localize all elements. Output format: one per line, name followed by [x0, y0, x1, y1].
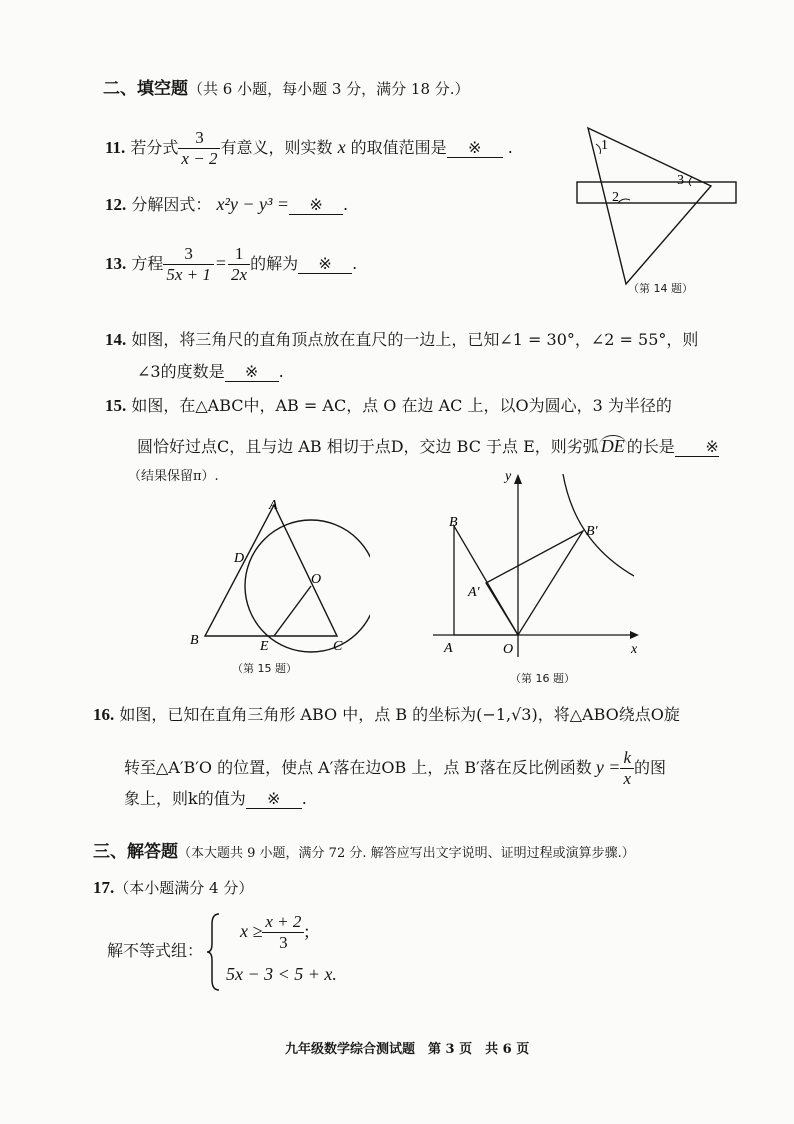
figure-16-caption: （第 16 题） [510, 672, 575, 685]
section2-note: （共 6 小题，每小题 3 分，满分 18 分.） [188, 80, 470, 98]
hyperbola [563, 474, 634, 576]
q16-line-2b: 的图 [634, 758, 667, 777]
section2-heading [103, 74, 470, 99]
q16-line-3: 象上，则k的值为 [124, 789, 246, 808]
fraction-numerator: x + 2 [262, 912, 304, 933]
ineq1-end: ; [304, 921, 310, 941]
q16-function: y = [595, 757, 621, 777]
q11-period: . [507, 138, 513, 157]
fraction-denominator: 3 [279, 933, 288, 952]
inequality-2: 5x − 3 < 5 + x. [226, 964, 337, 984]
figure-14-caption: （第 14 题） [628, 282, 693, 295]
question-number: 14. [105, 330, 127, 349]
q13-text-2: 的解为 [250, 254, 299, 273]
question-number: 11. [105, 138, 126, 157]
figure-14 [570, 124, 750, 304]
fraction-denominator: 2x [231, 265, 248, 284]
question-14-line-2 [137, 359, 284, 382]
section2-title: 二、填空题 [103, 79, 188, 99]
answer-blank[interactable]: ※ [246, 789, 302, 809]
angle-1-arc [596, 144, 601, 154]
figure-15-caption: （第 15 题） [232, 662, 297, 675]
question-16 [93, 702, 680, 725]
q11-fraction [178, 128, 220, 169]
point-a: A [444, 641, 453, 656]
angle-2-label: 2 [612, 190, 619, 205]
q13-fraction-1 [163, 244, 214, 285]
q14-line-2: ∠3的度数是 [137, 362, 225, 381]
q15-arc-label: DE [600, 436, 625, 456]
question-number: 13. [105, 254, 127, 273]
q14-period: . [278, 362, 284, 381]
q13-period: . [352, 254, 358, 273]
question-number: 15. [105, 396, 127, 415]
question-13 [105, 244, 357, 285]
fraction-numerator: 1 [228, 244, 250, 265]
fraction-denominator: 5x + 1 [166, 265, 211, 284]
answer-blank[interactable]: ※ [289, 195, 343, 215]
q12-period: . [343, 195, 349, 214]
q11-text-2: 有意义，则实数 [220, 138, 333, 157]
q16-period: . [301, 789, 307, 808]
q12-expression: x²y − y³ = [216, 194, 290, 214]
angle-1-label: 1 [601, 138, 608, 153]
q15-line-2: 圆恰好过点C，且与边 AB 相切于点D，交边 BC 于点 E，则劣弧 [137, 437, 599, 456]
fraction-denominator: x − 2 [181, 149, 218, 168]
q11-variable: x [337, 137, 346, 157]
circle-o [245, 520, 370, 652]
point-c: C [333, 639, 343, 654]
question-number: 12. [105, 195, 127, 214]
q14-line-1: 如图，将三角尺的直角顶点放在直尺的一边上，已知∠1 = 30°，∠2 = 55°，则 [131, 330, 699, 349]
q17-note: （本小题满分 4 分） [114, 879, 254, 897]
q12-text: 分解因式： [131, 195, 212, 214]
axis-y-label: y [505, 469, 512, 484]
question-11 [105, 128, 513, 169]
question-17 [93, 877, 253, 898]
ineq1-lhs: x ≥ [240, 921, 263, 941]
q13-equals: = [215, 253, 227, 273]
q15-line-1: 如图，在△ABC中，AB = AC，点 O 在边 AC 上，以O为圆心，3 为半径的 [131, 396, 672, 415]
origin-label: O [503, 642, 514, 657]
brace [206, 912, 222, 992]
q11-text-3: 的取值范围是 [350, 138, 447, 157]
x-arrow [630, 631, 639, 639]
question-15 [105, 393, 672, 416]
fraction-denominator: x [623, 769, 631, 788]
ineq1-fraction [262, 912, 304, 953]
point-a-prime: A′ [468, 585, 480, 600]
fraction-numerator: 3 [163, 244, 214, 265]
q17-prompt: 解不等式组： [107, 941, 204, 960]
answer-blank[interactable]: ※ [225, 362, 279, 382]
triangle-a2b2o [486, 531, 583, 635]
question-number: 16. [93, 705, 115, 724]
figure-16 [425, 462, 650, 662]
point-b: B [449, 515, 458, 530]
answer-blank[interactable]: ※ [675, 437, 719, 457]
point-e: E [260, 639, 269, 654]
question-number: 17. [93, 878, 115, 897]
question-16-line-2 [124, 748, 666, 789]
q13-fraction-2 [228, 244, 250, 285]
axis-x-label: x [631, 642, 638, 657]
point-a: A [269, 498, 278, 513]
question-16-line-3 [124, 786, 307, 809]
figure-15 [180, 495, 370, 655]
q13-text: 方程 [131, 254, 164, 273]
q16-line-2: 转至△A′B′O 的位置，使点 A′落在边OB 上，点 B′落在反比例函数 [124, 758, 592, 777]
page-footer: 九年级数学综合测试题 第 3 页 共 6 页 [285, 1042, 530, 1057]
section3-note: （本大题共 9 小题，满分 72 分. 解答应写出文字说明、证明过程或演算步骤.） [178, 846, 635, 861]
ruler [577, 182, 736, 203]
q11-text: 若分式 [130, 138, 179, 157]
point-o: O [311, 572, 322, 587]
q16-fraction [620, 748, 634, 789]
q15-line-2b: 的长是 [626, 437, 675, 456]
question-15-line-2 [137, 434, 719, 457]
inequality-1 [240, 912, 309, 953]
section3-title: 三、解答题 [93, 842, 178, 862]
segment-oe [274, 586, 311, 636]
point-b-prime: B′ [586, 524, 598, 539]
answer-blank[interactable]: ※ [447, 138, 503, 158]
point-b: B [190, 633, 199, 648]
point-d: D [234, 551, 245, 566]
question-15-line-3: （结果保留π）. [128, 469, 219, 484]
triangle-abc [205, 505, 337, 636]
question-14 [105, 327, 698, 350]
fraction-numerator: 3 [178, 128, 220, 149]
y-arrow [514, 474, 522, 484]
q16-line-1: 如图，已知在直角三角形 ABO 中，点 B 的坐标为(−1,√3)，将△ABO绕点O旋 [119, 705, 680, 724]
answer-blank[interactable]: ※ [298, 254, 352, 274]
question-12 [105, 192, 348, 215]
fraction-numerator: k [620, 748, 634, 769]
angle-3-label: 3 [677, 173, 684, 188]
section3-heading [93, 837, 635, 862]
